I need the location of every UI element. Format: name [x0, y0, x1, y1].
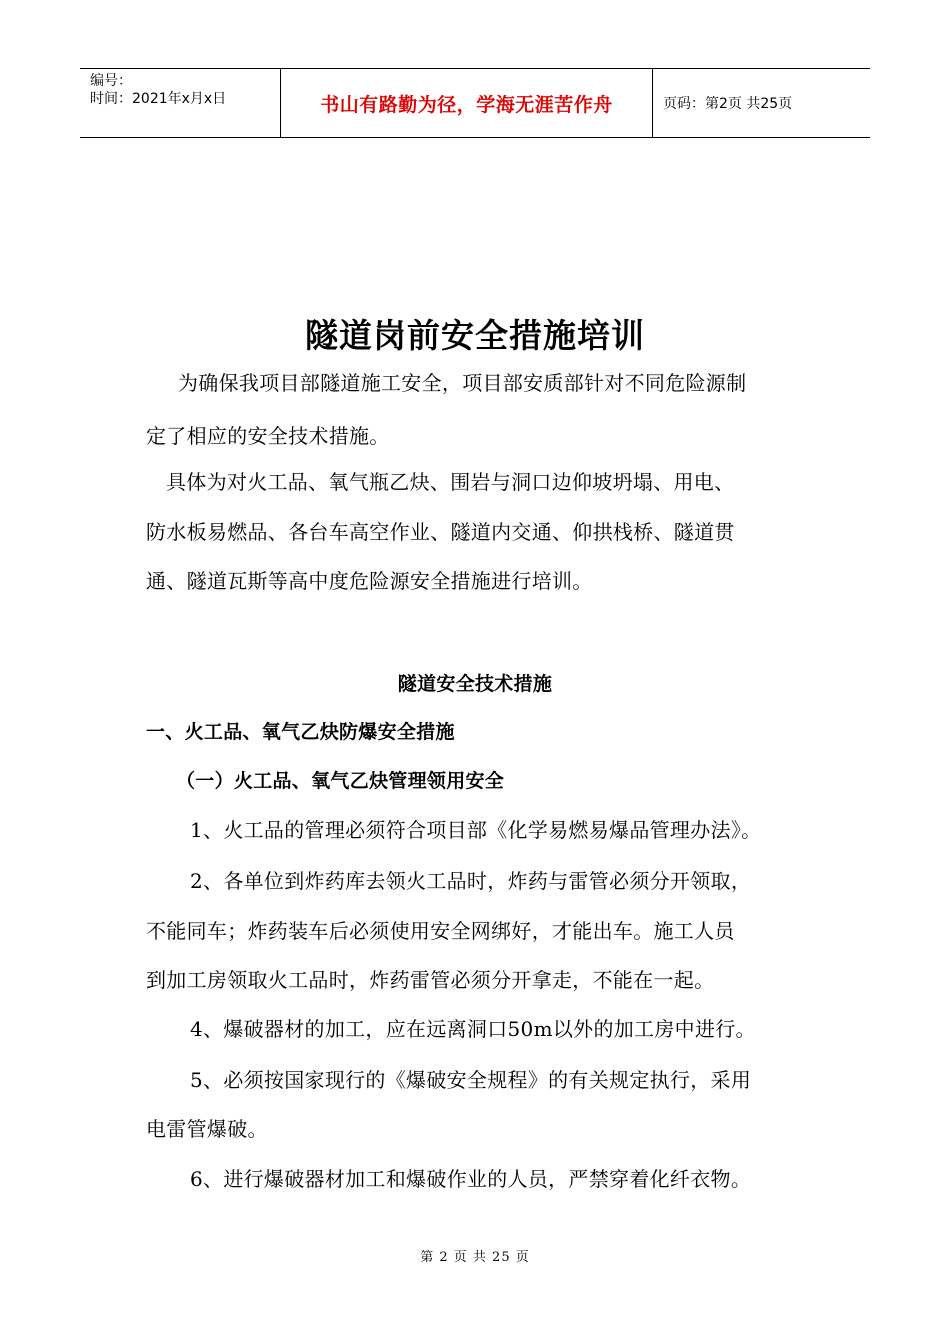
intro-line-1: 为确保我项目部隧道施工安全，项目部安质部针对不同危险源制: [178, 371, 747, 395]
item-line-1: 1、火工品的管理必须符合项目部《化学易燃易爆品管理办法》。: [190, 818, 762, 842]
header-motto-cell: [281, 69, 653, 137]
item-line-4: 到加工房领取火工品时，炸药雷管必须分开拿走，不能在一起。: [146, 968, 715, 992]
intro-line-5: 通、隧道瓦斯等高中度危险源安全措施进行培训。: [146, 569, 593, 593]
item-line-5: 4、爆破器材的加工，应在远离洞口50m以外的加工房中进行。: [190, 1017, 756, 1041]
header-page-info: [653, 69, 870, 137]
page-header: [80, 68, 870, 138]
page-footer: 第 2 页 共 25 页: [420, 1250, 530, 1265]
section-title: 隧道安全技术措施: [397, 673, 553, 695]
document-title: 隧道岗前安全措施培训: [305, 316, 645, 355]
page-info-text: 页码：第2页 共25页: [663, 96, 793, 112]
heading-1: 一、火工品、氧气乙炔防爆安全措施: [146, 721, 455, 743]
item-line-8: 6、进行爆破器材加工和爆破作业的人员，严禁穿着化纤衣物。: [190, 1167, 752, 1191]
time-label: 时间：2021年x月x日: [90, 91, 227, 107]
header-meta: [80, 69, 281, 137]
intro-line-4: 防水板易燃品、各台车高空作业、隧道内交通、仰拱栈桥、隧道贯: [146, 520, 735, 544]
intro-line-3: 具体为对火工品、氧气瓶乙炔、围岩与洞口边仰坡坍塌、用电、: [166, 470, 735, 494]
intro-line-2: 定了相应的安全技术措施。: [146, 424, 390, 448]
heading-2: （一）火工品、氧气乙炔管理领用安全: [176, 770, 505, 792]
header-motto: 书山有路勤为径，学海无涯苦作舟: [320, 93, 613, 116]
item-line-6: 5、必须按国家现行的《爆破安全规程》的有关规定执行，采用: [190, 1068, 752, 1092]
item-line-7: 电雷管爆破。: [146, 1117, 268, 1141]
item-line-3: 不能同车；炸药装车后必须使用安全网绑好，才能出车。施工人员: [146, 919, 735, 943]
item-line-2: 2、各单位到炸药库去领火工品时，炸药与雷管必须分开领取，: [190, 869, 752, 893]
number-label: 编号：: [90, 73, 132, 89]
